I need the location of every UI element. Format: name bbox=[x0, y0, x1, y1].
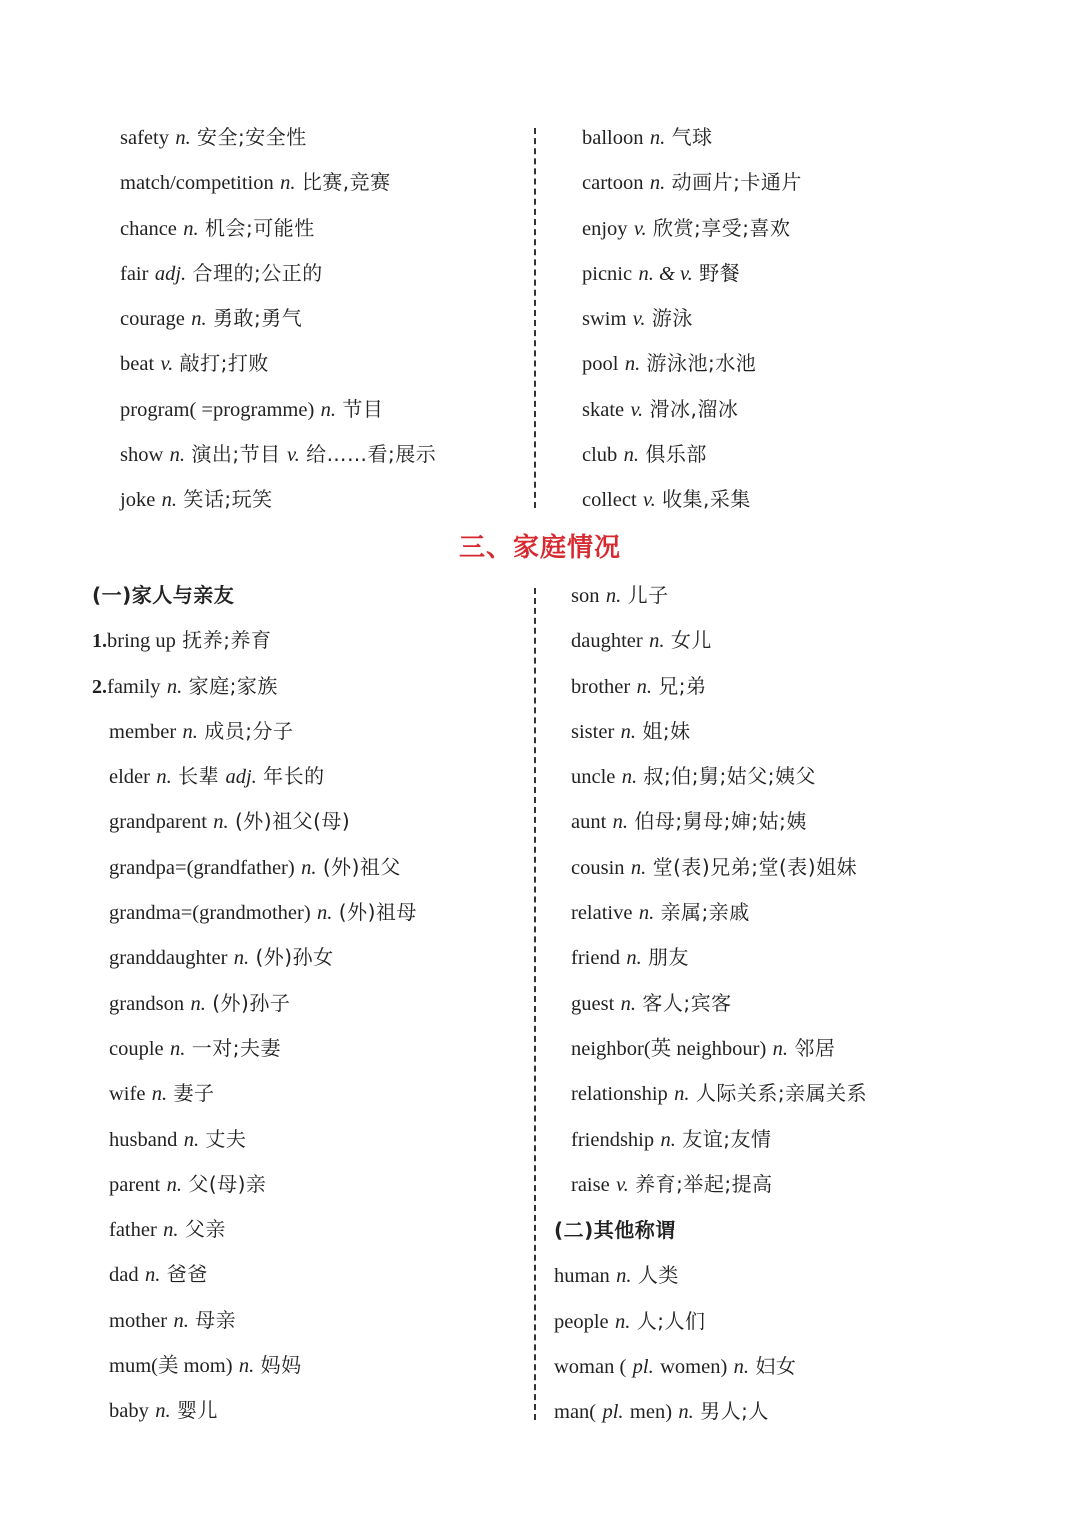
entry-word: guest bbox=[571, 992, 615, 1015]
entry-word: bring up bbox=[107, 630, 176, 653]
entry-meaning: 年长的 bbox=[263, 764, 325, 789]
vocab-entry bbox=[92, 1343, 522, 1388]
entry-meaning: 一对;夫妻 bbox=[191, 1035, 281, 1060]
part-of-speech: adj. bbox=[154, 262, 187, 285]
vocab-entry bbox=[92, 1117, 522, 1162]
entry-word: son bbox=[571, 585, 600, 607]
entry-meaning: 野餐 bbox=[699, 260, 741, 285]
entry-word: daughter bbox=[571, 630, 643, 653]
entry-meaning: 父亲 bbox=[184, 1217, 226, 1242]
entry-meaning: 演出;节目 bbox=[191, 442, 281, 467]
entry-word: people bbox=[554, 1310, 609, 1333]
entry-meaning: 妈妈 bbox=[260, 1353, 302, 1378]
part-of-speech: n. bbox=[173, 1309, 189, 1332]
vocab-entry bbox=[92, 1388, 522, 1433]
column-divider-top bbox=[534, 128, 536, 508]
subheading-other-titles: (二)其他称谓 bbox=[554, 1218, 676, 1242]
vocab-entry bbox=[571, 618, 1051, 663]
entry-word: cartoon bbox=[582, 172, 644, 195]
entry-word: joke bbox=[120, 489, 156, 512]
part-of-speech: v. bbox=[630, 398, 644, 421]
part-of-speech: n. bbox=[161, 489, 178, 512]
entry-meaning: 妇女 bbox=[755, 1353, 797, 1378]
part-of-speech: n. bbox=[612, 811, 629, 834]
entry-meaning: 友谊;友情 bbox=[682, 1126, 772, 1151]
entry-meaning: 妻子 bbox=[173, 1081, 215, 1106]
vocab-entry bbox=[571, 799, 1051, 844]
part-of-speech: n. bbox=[620, 992, 637, 1015]
part-of-speech: n. bbox=[175, 127, 191, 149]
entry-meaning: 机会;可能性 bbox=[205, 215, 315, 240]
entry-meaning: 安全;安全性 bbox=[197, 125, 307, 149]
entry-word: skate bbox=[582, 398, 625, 421]
entry-meaning: (外)祖父(母) bbox=[235, 809, 351, 834]
vocab-entry bbox=[554, 1389, 1034, 1434]
part-of-speech: n. bbox=[605, 585, 622, 607]
entry-word: grandparent bbox=[109, 811, 207, 834]
part-of-speech: n. bbox=[630, 856, 647, 879]
entry-meaning: 养育;举起;提高 bbox=[635, 1171, 773, 1196]
vocab-entry bbox=[120, 206, 520, 251]
vocab-entry bbox=[120, 115, 520, 160]
vocab-entry bbox=[582, 206, 1042, 251]
part-of-speech: n. bbox=[182, 720, 198, 743]
entry-word: chance bbox=[120, 217, 177, 240]
vocab-entry bbox=[571, 1162, 1051, 1207]
part-of-speech: n. & v. bbox=[638, 262, 693, 285]
entry-word: uncle bbox=[571, 766, 616, 789]
entry-meaning: 婴儿 bbox=[176, 1398, 218, 1423]
part-of-speech: pl. bbox=[602, 1401, 624, 1424]
vocab-entry bbox=[571, 845, 1051, 890]
part-of-speech: n. bbox=[163, 1219, 179, 1242]
vocab-entry bbox=[554, 1299, 1034, 1344]
part-of-speech: n. bbox=[155, 1400, 171, 1423]
vocab-entry bbox=[120, 296, 520, 341]
entry-word: match/competition bbox=[120, 172, 274, 195]
entry-meaning: 女儿 bbox=[670, 628, 712, 653]
column-divider-family bbox=[534, 588, 536, 1420]
entry-meaning: 人际关系;亲属关系 bbox=[695, 1081, 868, 1106]
part-of-speech: n. bbox=[317, 902, 333, 925]
entry-word: sister bbox=[571, 720, 615, 743]
part-of-speech: n. bbox=[320, 398, 337, 421]
vocab-entry bbox=[582, 115, 1042, 160]
part-of-speech: n. bbox=[233, 947, 250, 970]
entry-word: mum(美 mom) bbox=[109, 1355, 233, 1378]
part-of-speech: n. bbox=[183, 1128, 200, 1151]
vocab-entry bbox=[571, 754, 1051, 799]
part-of-speech: pl. bbox=[632, 1355, 654, 1378]
part-of-speech: v. bbox=[643, 489, 656, 512]
top-left-column bbox=[120, 115, 520, 523]
part-of-speech: n. bbox=[649, 172, 666, 195]
entry-meaning: 朋友 bbox=[648, 945, 690, 970]
entry-meaning: 游泳池;水池 bbox=[646, 351, 757, 376]
vocab-entry bbox=[92, 1298, 522, 1343]
part-of-speech: v. bbox=[160, 353, 174, 376]
part-of-speech: n. bbox=[674, 1083, 690, 1106]
part-of-speech: n. bbox=[649, 630, 665, 653]
entry-meaning: 儿子 bbox=[627, 583, 669, 607]
entry-word: courage bbox=[120, 308, 185, 331]
subheading-family-friends: (一)家人与亲友 bbox=[92, 583, 235, 607]
vocab-entry bbox=[571, 1071, 1051, 1116]
vocab-entry bbox=[582, 341, 1042, 386]
part-of-speech: n. bbox=[166, 675, 183, 698]
vocab-entry bbox=[120, 432, 520, 477]
vocab-entry bbox=[92, 890, 522, 935]
entry-word: grandma=(grandmother) bbox=[109, 902, 311, 925]
entry-meaning: 气球 bbox=[671, 125, 713, 149]
part-of-speech: n. bbox=[144, 1264, 161, 1287]
entry-meaning: 欣赏;享受;喜欢 bbox=[652, 215, 791, 240]
part-of-speech: n. bbox=[636, 675, 652, 698]
entry-word: neighbor(英 neighbour) bbox=[571, 1037, 767, 1060]
part-of-speech: n. bbox=[151, 1083, 168, 1106]
part-of-speech: n. bbox=[156, 766, 172, 789]
other-titles-column bbox=[554, 1208, 1034, 1434]
part-of-speech: v. bbox=[633, 217, 647, 240]
section-title: 三、家庭情况 bbox=[458, 533, 621, 563]
vocab-entry bbox=[582, 477, 1042, 522]
entry-word: dad bbox=[109, 1264, 139, 1287]
vocab-entry bbox=[582, 296, 1042, 341]
part-of-speech: n. bbox=[238, 1355, 255, 1378]
entry-meaning: 爸爸 bbox=[166, 1262, 208, 1287]
entry-word: swim bbox=[582, 308, 627, 331]
vocab-entry bbox=[571, 573, 1051, 618]
vocab-entry bbox=[582, 251, 1042, 296]
entry-meaning: 游泳 bbox=[651, 306, 693, 331]
part-of-speech: n. bbox=[190, 992, 206, 1015]
vocab-entry bbox=[120, 160, 520, 205]
entry-meaning: 亲属;亲戚 bbox=[660, 900, 750, 925]
part-of-speech: n. bbox=[166, 1173, 182, 1196]
vocab-entry bbox=[120, 387, 520, 432]
entry-meaning: 比赛,竞赛 bbox=[301, 170, 391, 195]
part-of-speech: adj. bbox=[225, 766, 257, 789]
entry-word: safety bbox=[120, 127, 169, 149]
vocab-entry bbox=[554, 1253, 1034, 1298]
part-of-speech: n. bbox=[649, 127, 666, 149]
vocab-entry bbox=[92, 618, 522, 663]
entry-word: father bbox=[109, 1219, 157, 1242]
entry-meaning: 抚养;养育 bbox=[182, 628, 272, 653]
entry-word: club bbox=[582, 444, 618, 467]
part-of-speech: n. bbox=[621, 766, 638, 789]
entry-word: parent bbox=[109, 1173, 161, 1196]
part-of-speech: n. bbox=[280, 172, 296, 195]
entry-word: baby bbox=[109, 1400, 149, 1423]
entry-word-plural: men) bbox=[629, 1401, 673, 1424]
entry-word: fair bbox=[120, 262, 149, 285]
entry-word: beat bbox=[120, 353, 155, 376]
entry-meaning: 成员;分子 bbox=[204, 718, 294, 743]
entry-meaning: 动画片;卡通片 bbox=[671, 170, 802, 195]
entry-word: pool bbox=[582, 353, 619, 376]
part-of-speech: n. bbox=[170, 1037, 186, 1060]
vocab-entry bbox=[571, 935, 1051, 980]
part-of-speech: v. bbox=[287, 444, 300, 467]
entry-meaning: (外)孙女 bbox=[255, 945, 334, 970]
family-left-column bbox=[92, 573, 522, 1434]
entry-meaning: 人;人们 bbox=[636, 1308, 706, 1333]
entry-word: friend bbox=[571, 947, 620, 970]
entry-word: enjoy bbox=[582, 217, 628, 240]
entry-meaning: 勇敢;勇气 bbox=[212, 306, 303, 331]
vocab-entry bbox=[554, 1344, 1034, 1389]
entry-meaning: 叔;伯;舅;姑父;姨父 bbox=[643, 764, 816, 789]
entry-word: granddaughter bbox=[109, 947, 228, 970]
entry-word: husband bbox=[109, 1128, 178, 1151]
entry-word: woman ( bbox=[554, 1355, 627, 1378]
part-of-speech: v. bbox=[616, 1173, 629, 1196]
part-of-speech: n. bbox=[620, 720, 637, 743]
part-of-speech: n. bbox=[772, 1037, 789, 1060]
vocab-entry bbox=[92, 1026, 522, 1071]
part-of-speech: n. bbox=[624, 353, 641, 376]
entry-word: human bbox=[554, 1265, 610, 1288]
part-of-speech: n. bbox=[623, 444, 640, 467]
vocab-entry bbox=[571, 664, 1051, 709]
entry-meaning: 合理的;公正的 bbox=[192, 260, 323, 285]
entry-meaning: (外)孙子 bbox=[212, 990, 291, 1015]
part-of-speech: n. bbox=[638, 902, 655, 925]
entry-word: mother bbox=[109, 1309, 168, 1332]
part-of-speech: n. bbox=[626, 947, 642, 970]
entry-meaning: 长辈 bbox=[178, 764, 220, 789]
entry-word: balloon bbox=[582, 127, 644, 149]
entry-word: aunt bbox=[571, 811, 607, 834]
entry-word: picnic bbox=[582, 262, 633, 285]
entry-meaning: 姐;妹 bbox=[642, 718, 691, 743]
vocab-entry bbox=[92, 845, 522, 890]
entry-number: 1. bbox=[92, 630, 107, 653]
entry-meaning: 俱乐部 bbox=[645, 442, 707, 467]
entry-meaning: 兄;弟 bbox=[658, 673, 707, 698]
entry-word: relative bbox=[571, 902, 633, 925]
vocab-entry bbox=[582, 387, 1042, 432]
part-of-speech: n. bbox=[213, 811, 229, 834]
vocab-entry bbox=[92, 1252, 522, 1297]
entry-word: friendship bbox=[571, 1128, 655, 1151]
entry-meaning: 节目 bbox=[342, 396, 384, 421]
entry-meaning: 客人;宾客 bbox=[642, 990, 732, 1015]
vocab-entry bbox=[92, 664, 522, 709]
entry-word: grandson bbox=[109, 992, 185, 1015]
entry-word: relationship bbox=[571, 1083, 668, 1106]
part-of-speech: n. bbox=[733, 1355, 750, 1378]
vocab-entry bbox=[571, 981, 1051, 1026]
entry-word: cousin bbox=[571, 856, 625, 879]
vocab-entry bbox=[571, 1026, 1051, 1071]
entry-word: brother bbox=[571, 675, 631, 698]
entry-meaning: 笑话;玩笑 bbox=[183, 487, 273, 512]
entry-word: wife bbox=[109, 1083, 146, 1106]
entry-word: grandpa=(grandfather) bbox=[109, 856, 295, 879]
entry-meaning: 家庭;家族 bbox=[188, 673, 278, 698]
entry-word: collect bbox=[582, 489, 637, 512]
entry-number: 2. bbox=[92, 675, 107, 698]
part-of-speech: n. bbox=[183, 217, 199, 240]
entry-meaning: 堂(表)兄弟;堂(表)姐妹 bbox=[652, 854, 858, 879]
vocab-entry bbox=[582, 432, 1042, 477]
entry-meaning: 父(母)亲 bbox=[188, 1171, 267, 1196]
entry-meaning: 伯母;舅母;婶;姑;姨 bbox=[634, 809, 807, 834]
family-right-column bbox=[571, 573, 1051, 1207]
vocab-entry bbox=[92, 1071, 522, 1116]
entry-word: program( =programme) bbox=[120, 398, 315, 421]
entry-meaning: 给……看;展示 bbox=[306, 442, 437, 467]
entry-word: family bbox=[107, 675, 161, 698]
entry-word: raise bbox=[571, 1173, 610, 1196]
vocab-entry bbox=[120, 251, 520, 296]
part-of-speech: n. bbox=[191, 308, 207, 331]
entry-meaning: 敲打;打败 bbox=[179, 351, 269, 376]
entry-word: show bbox=[120, 444, 164, 467]
entry-meaning: 丈夫 bbox=[205, 1126, 247, 1151]
vocab-entry bbox=[582, 160, 1042, 205]
part-of-speech: n. bbox=[301, 856, 317, 879]
entry-meaning: 人类 bbox=[637, 1263, 679, 1288]
part-of-speech: n. bbox=[169, 444, 186, 467]
entry-word: man( bbox=[554, 1401, 597, 1424]
entry-word: member bbox=[109, 720, 177, 743]
vocab-entry bbox=[120, 341, 520, 386]
entry-meaning: 邻居 bbox=[794, 1035, 836, 1060]
vocab-entry bbox=[92, 754, 522, 799]
entry-meaning: 母亲 bbox=[195, 1307, 237, 1332]
entry-meaning: 收集,采集 bbox=[662, 487, 751, 512]
vocab-entry bbox=[92, 799, 522, 844]
entry-meaning: 滑冰,溜冰 bbox=[649, 396, 739, 421]
part-of-speech: n. bbox=[615, 1310, 631, 1333]
vocab-entry bbox=[571, 709, 1051, 754]
vocab-entry bbox=[120, 477, 520, 522]
part-of-speech: v. bbox=[632, 308, 646, 331]
part-of-speech: n. bbox=[616, 1265, 632, 1288]
vocab-entry bbox=[92, 1207, 522, 1252]
vocab-entry bbox=[571, 1117, 1051, 1162]
vocab-entry bbox=[571, 890, 1051, 935]
part-of-speech: n. bbox=[678, 1401, 694, 1424]
part-of-speech: n. bbox=[660, 1128, 676, 1151]
entry-meaning: (外)祖父 bbox=[322, 854, 401, 879]
entry-meaning: 男人;人 bbox=[700, 1399, 769, 1424]
vocab-entry bbox=[92, 1162, 522, 1207]
entry-word: elder bbox=[109, 766, 150, 789]
vocab-entry bbox=[92, 981, 522, 1026]
entry-word: couple bbox=[109, 1037, 164, 1060]
vocab-entry bbox=[92, 709, 522, 754]
top-right-column bbox=[582, 115, 1042, 523]
vocab-entry bbox=[92, 935, 522, 980]
entry-word-plural: women) bbox=[660, 1355, 728, 1378]
entry-meaning: (外)祖母 bbox=[338, 900, 417, 925]
